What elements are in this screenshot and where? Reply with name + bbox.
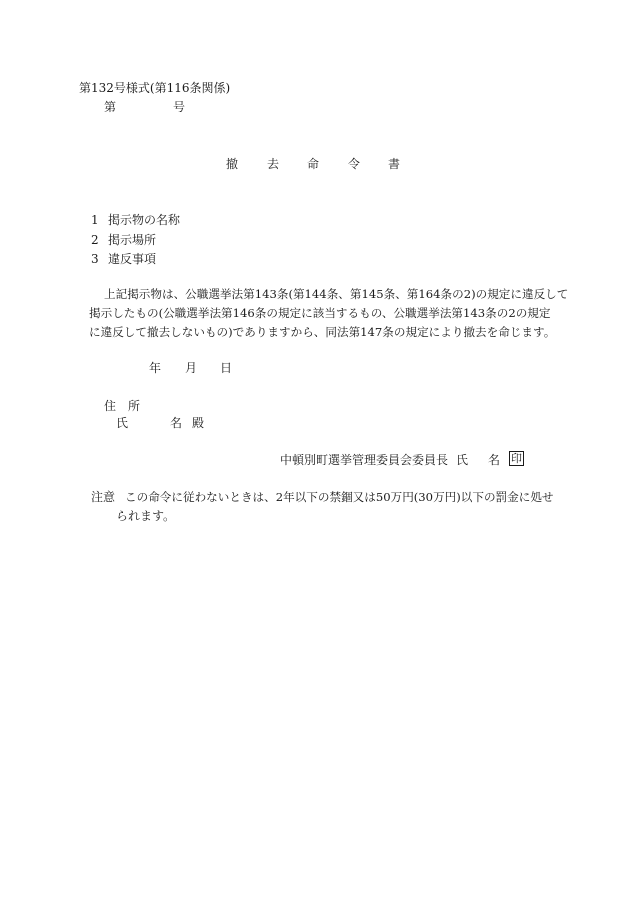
- seal-mark: [509, 451, 524, 466]
- title-char-3: 命: [307, 157, 320, 171]
- issuer-name-label-1: 氏: [456, 453, 469, 467]
- addressee-name-label-1: 氏: [116, 416, 129, 430]
- title-char-4: 令: [348, 157, 361, 171]
- item-1-number: 1: [91, 213, 99, 227]
- item-3-label: 違反事項: [108, 252, 157, 266]
- addressee-name-label-2: 名: [170, 416, 183, 430]
- body-line-2: 掲示したもの(公職選挙法第146条の規定に該当するもの、公職選挙法第143条の2の規定: [89, 306, 551, 320]
- body-line-3: に違反して撤去しないもの)でありますから、同法第147条の規定により撤去を命じます。: [89, 325, 556, 339]
- note-line-1: この命令に従わないときは、2年以下の禁錮又は50万円(30万円)以下の罰金に処せ: [125, 490, 554, 504]
- item-2-label: 掲示場所: [108, 233, 157, 247]
- issuer-title: 中頓別町選挙管理委員会委員長: [280, 453, 449, 467]
- title-char-1: 撤: [226, 157, 239, 171]
- doc-no-prefix: 第: [104, 100, 117, 114]
- body-line-1: 上記掲示物は、公職選挙法第143条(第144条、第145条、第164条の2)の規定に違反して: [104, 287, 569, 301]
- address-label: 住 所: [104, 399, 141, 413]
- date-month: 月: [185, 361, 198, 375]
- seal-box: 印: [511, 452, 522, 465]
- date-day: 日: [220, 361, 233, 375]
- item-3-number: 3: [91, 252, 99, 266]
- date-year: 年: [149, 361, 162, 375]
- note-line-2: られます。: [116, 509, 176, 523]
- item-2-number: 2: [91, 233, 99, 247]
- title-char-2: 去: [267, 157, 280, 171]
- doc-no-suffix: 号: [173, 100, 186, 114]
- form-number: 第132号様式(第116条関係): [79, 81, 231, 95]
- item-1-label: 掲示物の名称: [108, 213, 181, 227]
- issuer-name-label-2: 名: [488, 453, 501, 467]
- addressee-honorific: 殿: [192, 416, 205, 430]
- note-label: 注意: [91, 490, 116, 504]
- title-char-5: 書: [388, 157, 401, 171]
